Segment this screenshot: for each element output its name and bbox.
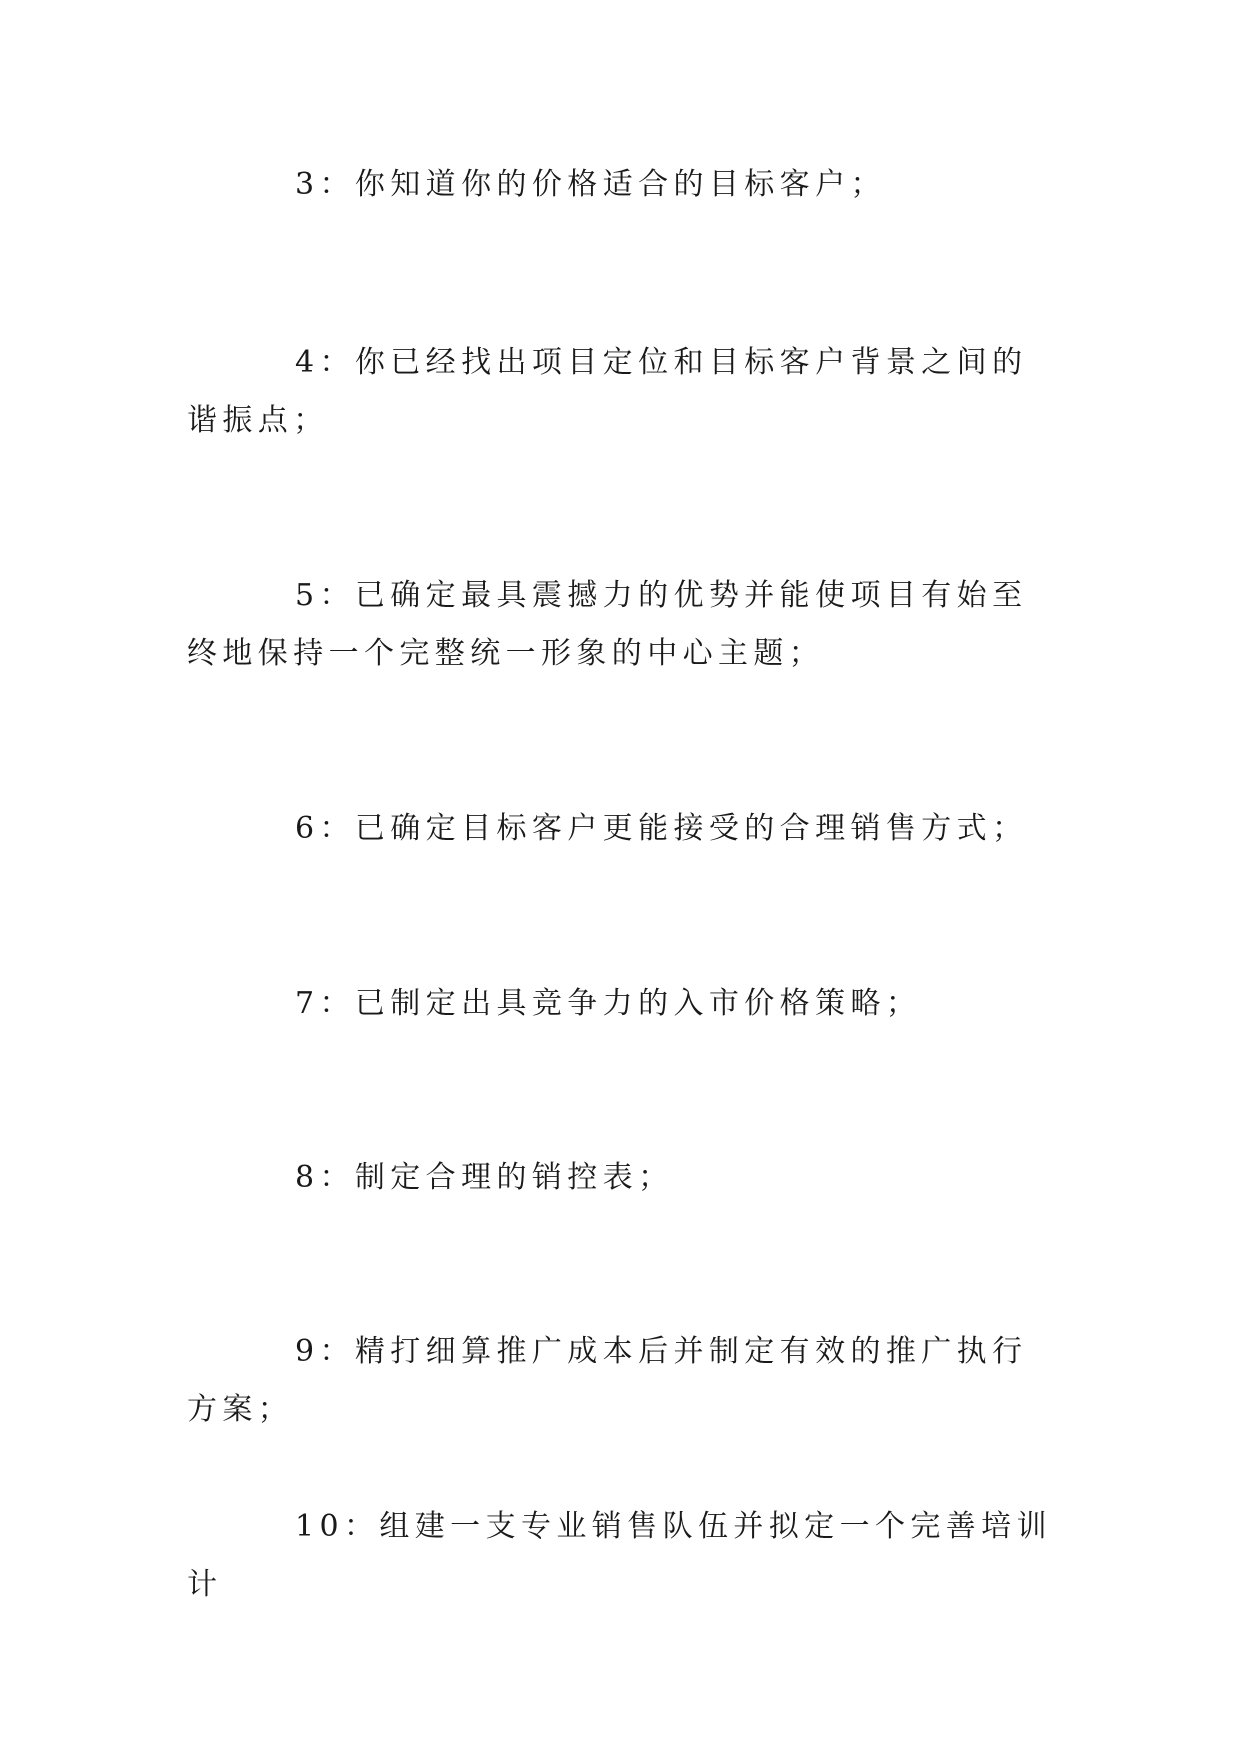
list-item-10: 10：组建一支专业销售队伍并拟定一个完善培训计 bbox=[187, 1509, 1052, 1602]
list-item-4: 4：你已经找出项目定位和目标客户背景之间的谐振点； bbox=[187, 345, 1028, 438]
list-item-8: 8：制定合理的销控表； bbox=[295, 1160, 674, 1195]
list-item-7: 7：已制定出具竞争力的入市价格策略； bbox=[295, 986, 922, 1021]
list-item-3: 3：你知道你的价格适合的目标客户； bbox=[295, 167, 886, 202]
list-item-6: 6：已确定目标客户更能接受的合理销售方式； bbox=[295, 811, 1028, 846]
list-item-5: 5：已确定最具震撼力的优势并能使项目有始至终地保持一个完整统一形象的中心主题； bbox=[187, 578, 1028, 671]
list-item-9: 9：精打细算推广成本后并制定有效的推广执行方案； bbox=[187, 1334, 1028, 1427]
